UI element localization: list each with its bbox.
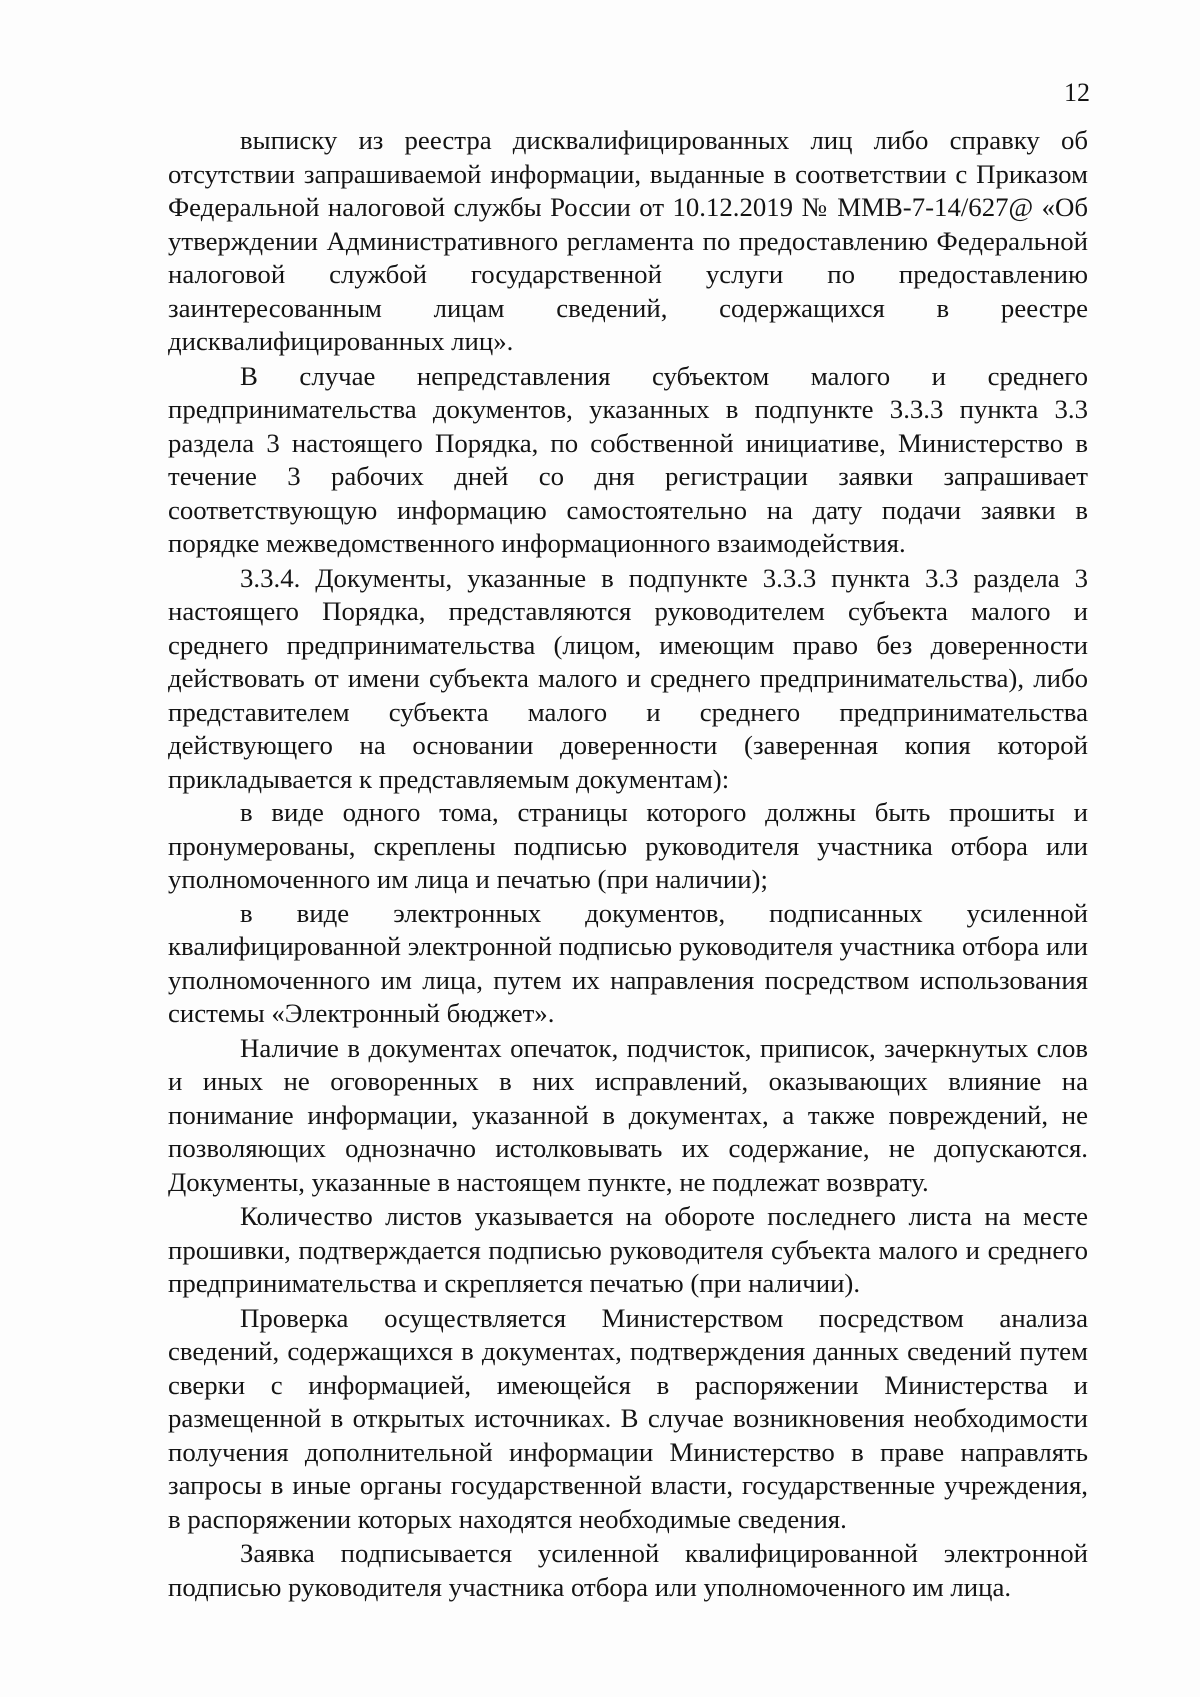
paragraph-3-3-4: 3.3.4. Документы, указанные в подпункте 3.3.3 пункта 3.3 раздела 3 настоящего Порядка, представляются руководителем субъекта малого и среднего предпринимательства (лицом, имеющим право без доверенности действовать от имени субъекта малого и среднего предпринимательства), либо представителем субъекта малого и среднего предпринимательства действующего на основании доверенности (заверенная копия которой прикладывается к представляемым документам): xyxy=(168,562,1088,794)
paragraph-disqualified-registry: выписку из реестра дисквалифицированных лиц либо справку об отсутствии запрашиваемой информации, выданные в соответствии с Приказом Федеральной налоговой службы России от 10.12.2019 № ММВ-7-14/627@ «Об утверждении Административного регламента по предоставлению Федеральной налоговой службой государственной услуги по предоставлению заинтересованным лицам сведений, содержащихся в реестре дисквалифицированных лиц». xyxy=(168,125,1088,356)
paragraph-non-submission: В случае непредставления субъектом малого и среднего предпринимательства документов, указанных в подпункте 3.3.3 пункта 3.3 раздела 3 настоящего Порядка, по собственной инициативе, Министерство в течение 3 рабочих дней со дня регистрации заявки запрашивает соответствующую информацию самостоятельно на дату подачи заявки в порядке межведомственного информационного взаимодействия. xyxy=(168,360,1088,558)
paragraph-errors-not-allowed: Наличие в документах опечаток, подчисток, приписок, зачеркнутых слов и иных не оговоренных в них исправлений, оказывающих влияние на понимание информации, указанной в документах, а также повреждений, не позволяющих однозначно истолковывать их содержание, не допускаются. Документы, указанные в настоящем пункте, не подлежат возврату. xyxy=(168,1032,1088,1197)
paragraph-verification: Проверка осуществляется Министерством посредством анализа сведений, содержащихся в документах, подтверждения данных сведений путем сверки с информацией, имеющейся в распоряжении Министерства и размещенной в открытых источниках. В случае возникновения необходимости получения дополнительной информации Министерство в праве направлять запросы в иные органы государственной власти, государственные учреждения, в распоряжении которых находятся необходимые сведения. xyxy=(168,1302,1088,1534)
paragraph-sheet-count: Количество листов указывается на обороте последнего листа на месте прошивки, подтверждается подписью руководителя субъекта малого и среднего предпринимательства и скрепляется печатью (при наличии). xyxy=(168,1201,1088,1298)
document-body xyxy=(168,124,1088,1604)
page-number: 12 xyxy=(1064,78,1090,107)
paragraph-application-signature: Заявка подписывается усиленной квалифицированной электронной подписью руководителя участника отбора или уполномоченного им лица. xyxy=(168,1538,1088,1602)
paragraph-electronic-documents: в виде электронных документов, подписанных усиленной квалифицированной электронной подписью руководителя участника отбора или уполномоченного им лица, путем их направления посредством использования системы «Электронный бюджет». xyxy=(168,897,1088,1028)
paragraph-single-volume: в виде одного тома, страницы которого должны быть прошиты и пронумерованы, скреплены подписью руководителя участника отбора или уполномоченного им лица и печатью (при наличии); xyxy=(168,797,1088,894)
